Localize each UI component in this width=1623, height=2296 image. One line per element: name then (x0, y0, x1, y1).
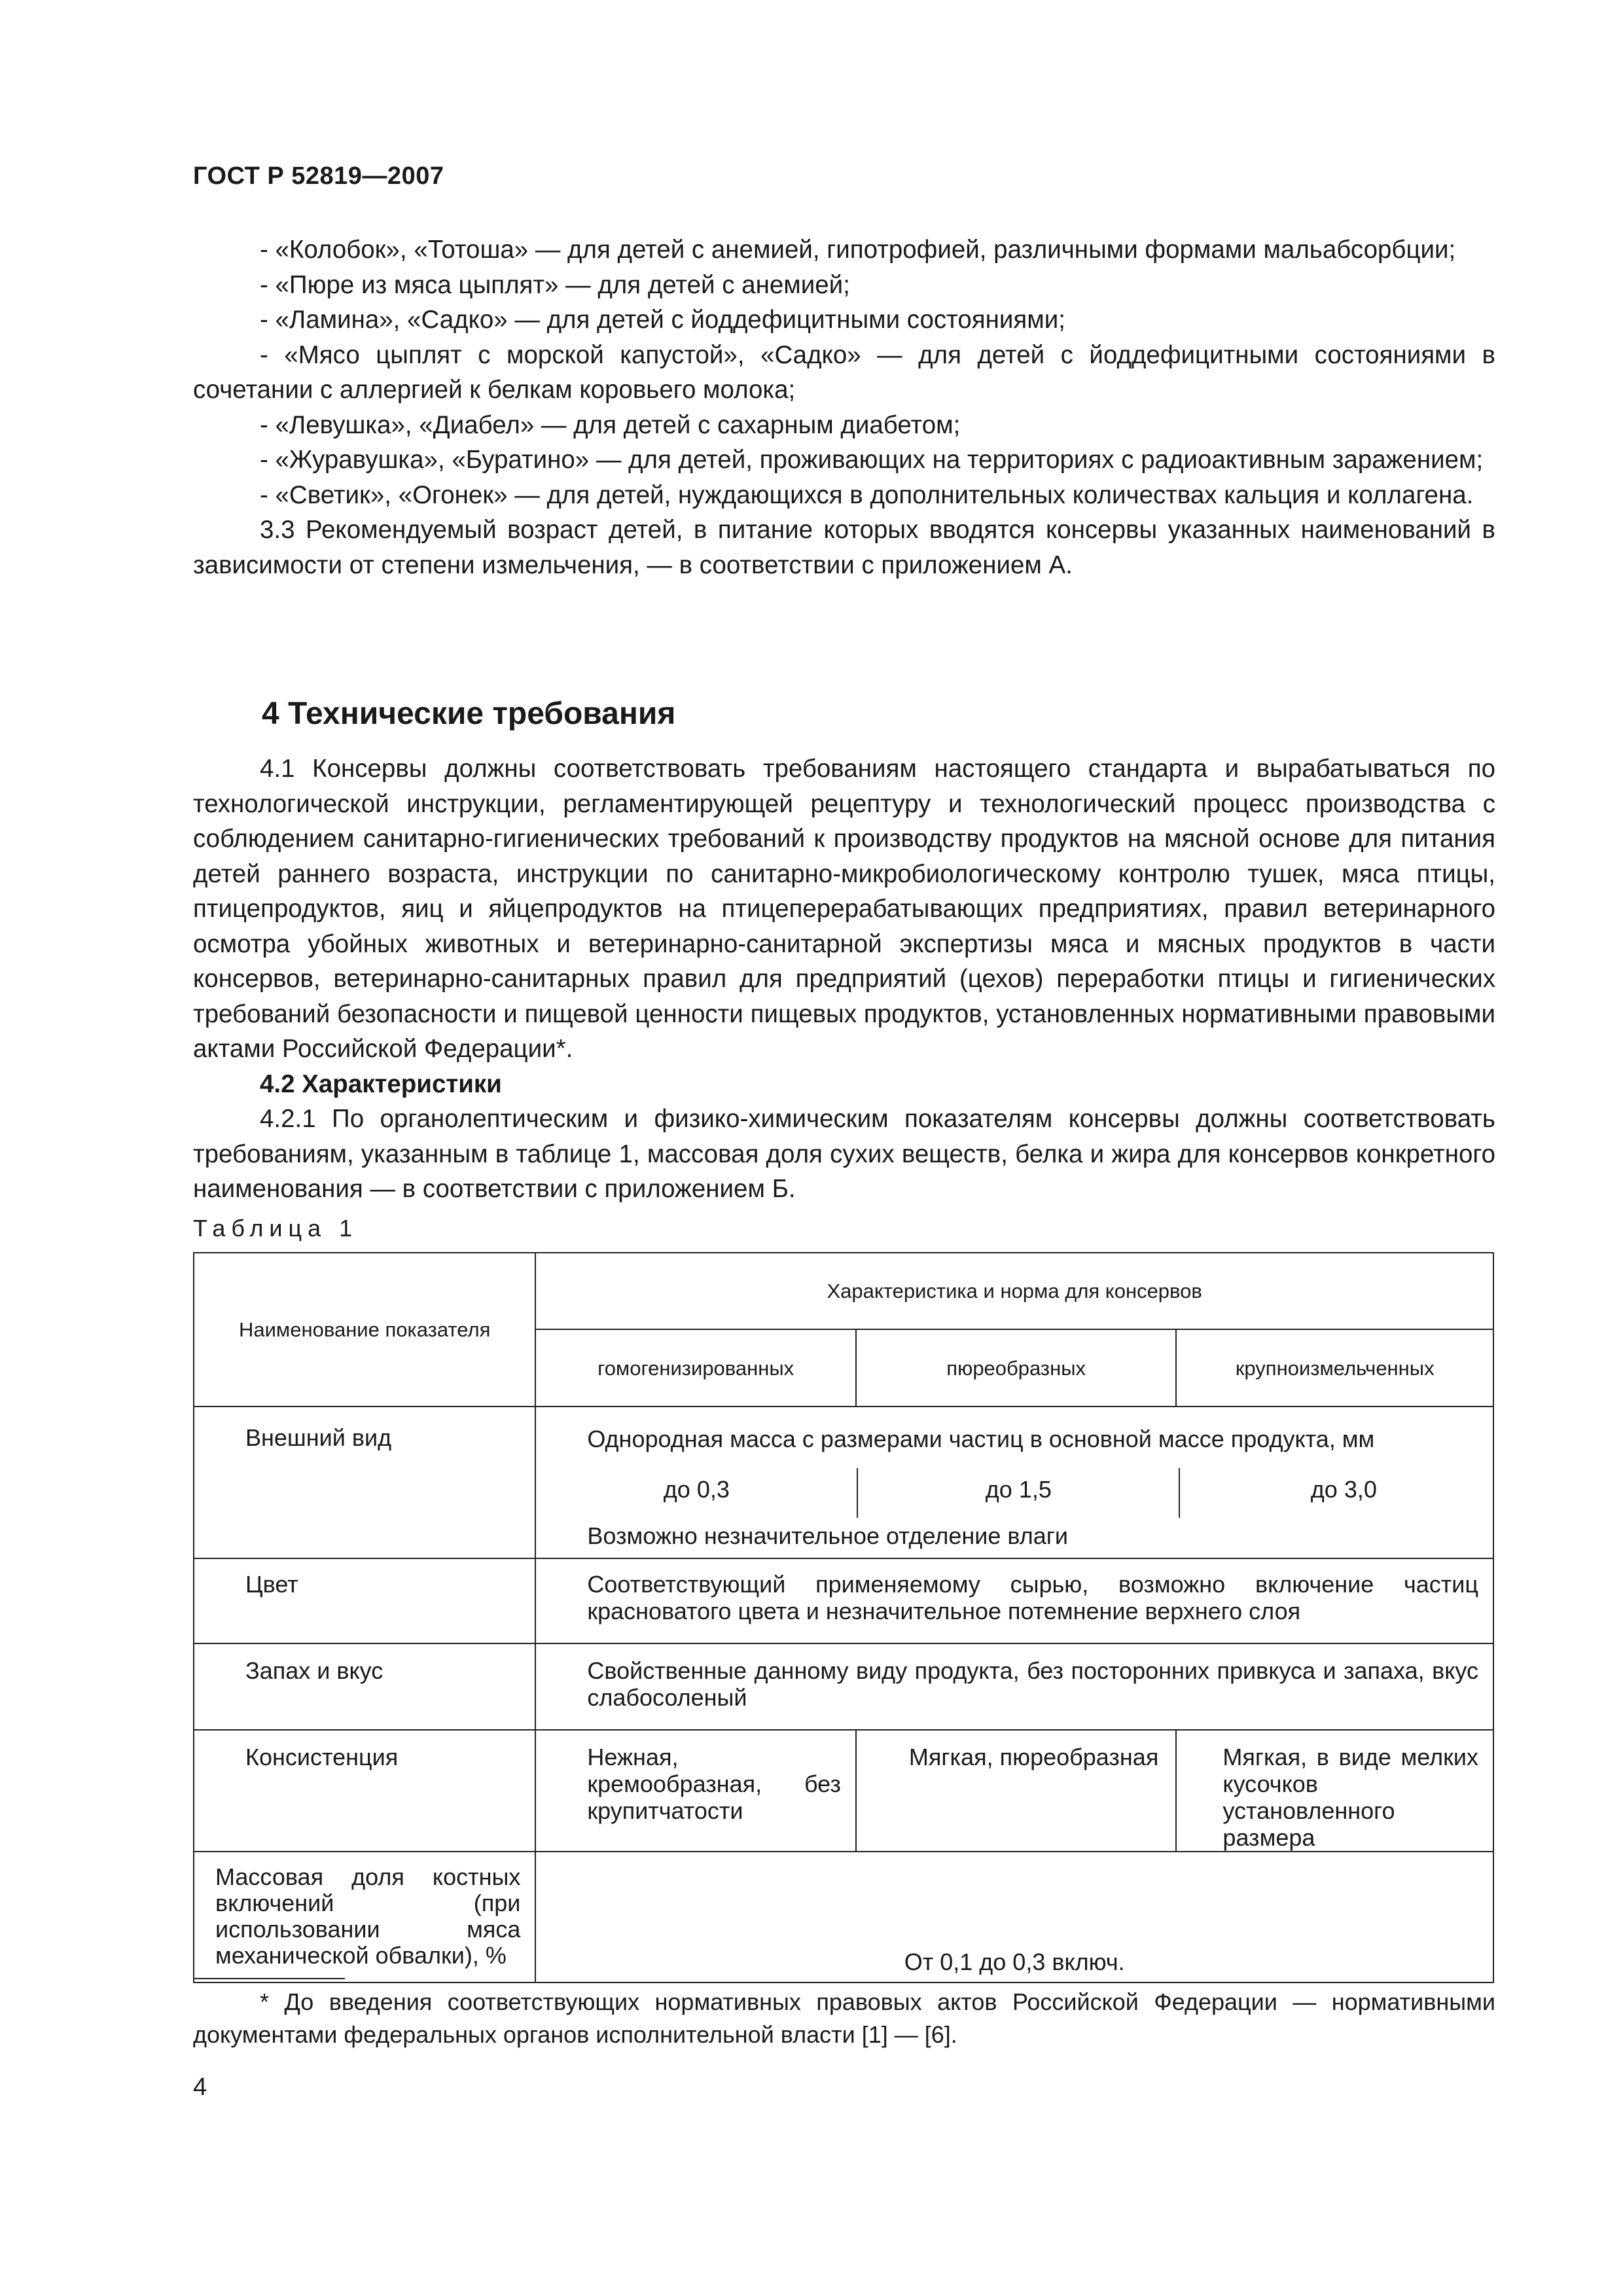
section-4-body (193, 751, 1495, 1207)
paragraph-4-2-1: 4.2.1 По органолептическим и физико-химическим показателям консервы должны соответствовать требованиям, указанным в таблице 1, массовая доля сухих веществ, белка и жира для консервов конкретного наименования — в соответствии с приложением Б. (193, 1105, 1495, 1203)
header-indicator-name: Наименование показателя (194, 1253, 535, 1407)
consistency-homogenized: Нежная, кремообразная, без крупитчатости (535, 1730, 856, 1852)
appearance-line-1: Однородная масса с размерами частиц в основной массе продукта, мм (587, 1426, 1375, 1452)
size-homogenized: до 0,3 (663, 1476, 730, 1503)
table-row (194, 1852, 1493, 1982)
consistency-coarse: Мягкая, в виде мелких кусочков установленного размера (1176, 1730, 1493, 1852)
table-row (194, 1730, 1493, 1852)
list-item: - «Журавушка», «Буратино» — для детей, проживающих на территориях с радиоактивным заражением; (260, 446, 1484, 474)
standard-header: ГОСТ Р 52819—2007 (193, 162, 444, 190)
row-name-color: Цвет (194, 1558, 535, 1643)
list-item: - «Светик», «Огонек» — для детей, нуждающихся в дополнительных количествах кальция и коллагена. (260, 480, 1474, 509)
particle-size-row (536, 1468, 1493, 1520)
bone-inclusions-value: От 0,1 до 0,3 включ. (535, 1852, 1493, 1982)
size-pureed: до 1,5 (985, 1476, 1052, 1503)
paragraph-4-1: 4.1 Консервы должны соответствовать требованиям настоящего стандарта и вырабатываться по технологической инструкции, регламентирующей рецептуру и технологический процесс производства с соблюдением санитарно-гигиенических требований к производству продуктов на мясной основе для питания детей раннего возраста, инструкции по санитарно-микробиологическому контролю тушек, мяса птицы, птицепродуктов, яиц и яйцепродуктов на птицеперерабатывающих предприятиях, правил ветеринарного осмотра убойных животных и ветеринарно-санитарной экспертизы мяса и мясных продуктов в части консервов, ветеринарно-санитарных правил для предприятий (цехов) переработки птицы и гигиенических требований безопасности и пищевой ценности пищевых продуктов, установленных нормативными правовыми актами Российской Федерации*. (193, 755, 1495, 1063)
header-homogenized: гомогенизированных (535, 1329, 856, 1407)
list-item: - «Колобок», «Тотоша» — для детей с анемией, гипотрофией, различными формами мальабсорбции; (260, 236, 1456, 264)
smell-taste-value: Свойственные данному виду продукта, без посторонних привкуса и запаха, вкус слабосоленый (535, 1643, 1493, 1730)
list-item: - «Мясо цыплят с морской капустой», «Садко» — для детей с йоддефицитными состояниями в сочетании с аллергией к белкам коровьего молока; (193, 340, 1495, 404)
table-row (194, 1558, 1493, 1643)
footnote-separator (193, 1978, 345, 1979)
page-number: 4 (193, 2073, 207, 2101)
row-name-appearance: Внешний вид (194, 1407, 535, 1558)
header-pureed: пюреобразных (856, 1329, 1177, 1407)
list-item: - «Левушка», «Диабел» — для детей с сахарным диабетом; (260, 410, 961, 439)
size-coarse: до 3,0 (1310, 1476, 1377, 1503)
consistency-pureed: Мягкая, пюреобразная (856, 1730, 1177, 1852)
list-item: - «Пюре из мяса цыплят» — для детей с анемией; (260, 270, 850, 299)
table-caption: Таблица 1 (193, 1215, 359, 1242)
list-item: - «Ламина», «Садко» — для детей с йоддефицитными состояниями; (260, 306, 1065, 334)
allergy-list (193, 232, 1495, 583)
header-characteristic-group: Характеристика и норма для консервов (535, 1253, 1493, 1329)
row-name-consistency: Консистенция (194, 1730, 535, 1852)
color-value: Соответствующий применяемому сырью, возможно включение частиц красноватого цвета и незначительное потемнение верхнего слоя (535, 1558, 1493, 1643)
table-1 (193, 1252, 1494, 1983)
section-4-title: 4 Технические требования (262, 696, 676, 731)
paragraph-3-3: 3.3 Рекомендуемый возраст детей, в питание которых вводятся консервы указанных наименований в зависимости от степени измельчения, — в соответствии с приложением А. (193, 516, 1495, 579)
header-coarse: крупноизмельченных (1176, 1329, 1493, 1407)
appearance-line-3: Возможно незначительное отделение влаги (587, 1522, 1068, 1549)
row-name-bone-inclusions: Массовая доля костных включений (при использовании мяса механической обвалки), % (194, 1852, 535, 1982)
table-row (194, 1407, 1493, 1558)
footnote: * До введения соответствующих нормативных правовых актов Российской Федерации — нормативными документами федеральных органов исполнительной власти [1] — [6]. (193, 1988, 1495, 2048)
subsection-4-2-title: 4.2 Характеристики (260, 1069, 502, 1098)
table-row (194, 1643, 1493, 1730)
appearance-value-cell (535, 1407, 1493, 1558)
row-name-smell-taste: Запах и вкус (194, 1643, 535, 1730)
